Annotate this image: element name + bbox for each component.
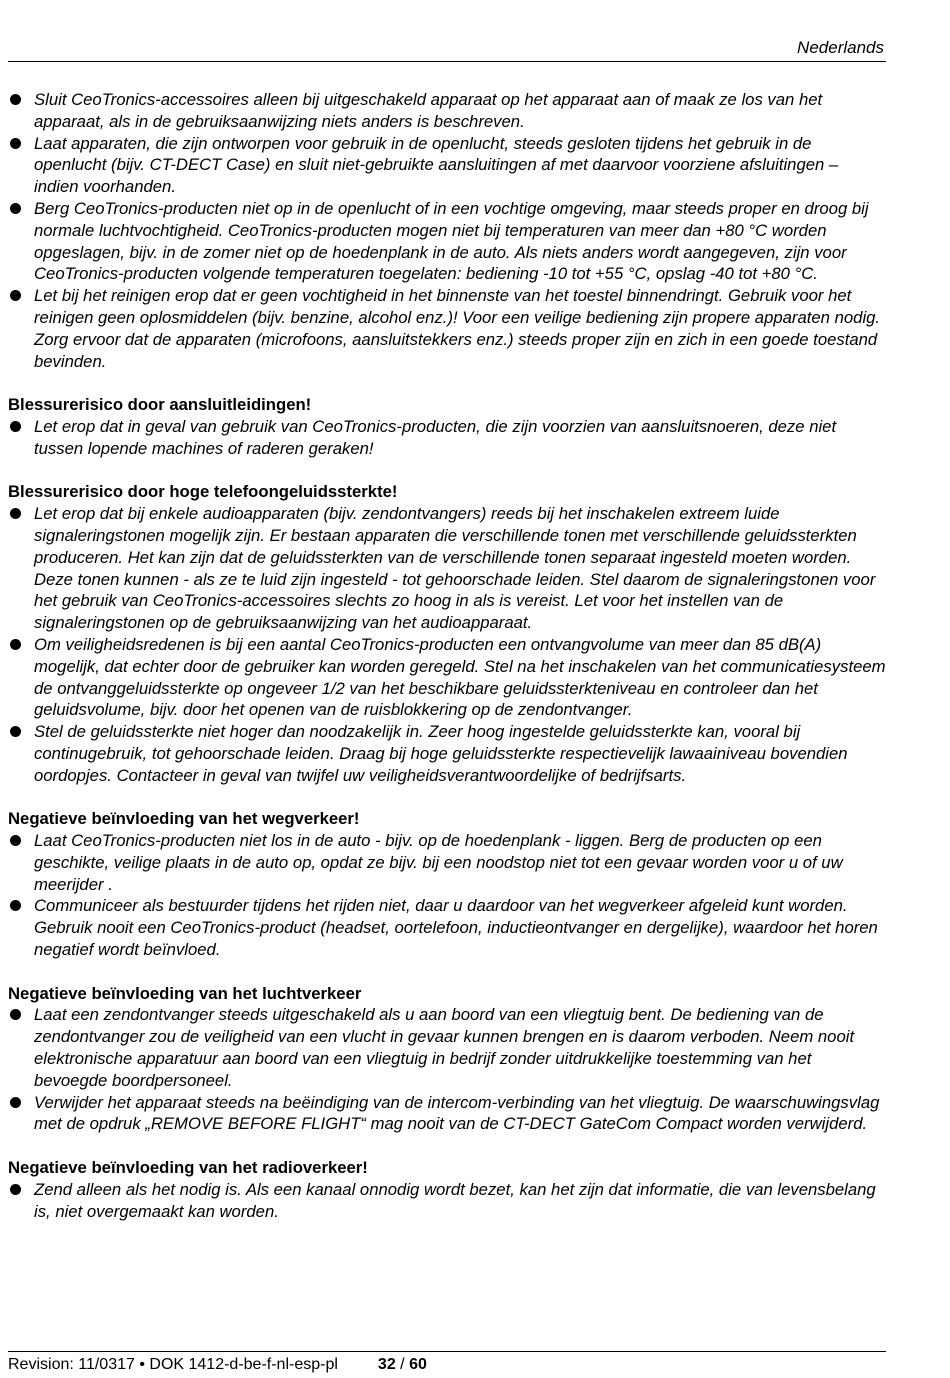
- bullet-dot-icon: [10, 290, 21, 301]
- bullet-dot-icon: [10, 138, 21, 149]
- list-item-text: Verwijder het apparaat steeds na beëindiging van de intercom-verbinding van het vliegtuig. De waarschuwingsvlag met de opdruk „REMOVE BEFORE FLIGHT“ mag nooit van de CT-DECT GateCom Compact worden verwijderd.: [34, 1092, 880, 1134]
- page-current: 32: [377, 1356, 396, 1373]
- list-item: [8, 133, 886, 198]
- list-item-text: Laat CeoTronics-producten niet los in de auto - bijv. op de hoedenplank - liggen. Berg de producten op een geschikte, veilige plaats in de auto op, opdat ze bijv. bij een noodstop niet tot een gevaar worden voor u of uw meerijder .: [34, 831, 843, 894]
- footer-revision: Revision: 11/0317 • DOK 1412-d-be-f-nl-esp-pl: [8, 1356, 338, 1373]
- page-content: [8, 89, 886, 1222]
- bullet-dot-icon: [10, 1009, 21, 1020]
- bullet-dot-icon: [10, 508, 21, 519]
- list-item-text: Communiceer als bestuurder tijdens het rijden niet, daar u daardoor van het wegverkeer afgeleid kunt worden. Gebruik nooit een CeoTronics-product (headset, oortelefoon, inductieontvanger en dergelijke), waardoor het horen negatief wordt beïnvloed.: [34, 896, 878, 960]
- list-item-text: Zend alleen als het nodig is. Als een kanaal onnodig wordt bezet, kan het zijn dat informatie, die van levensbelang is, niet overgemaakt kan worden.: [34, 1179, 876, 1221]
- header-divider: [8, 61, 886, 62]
- list-item-text: Laat een zendontvanger steeds uitgeschakeld als u aan boord van een vliegtuig bent. De bediening van de zendontvanger zou de veiligheid van een vlucht in gevaar kunnen brengen en is daarom verboden. Neem nooit elektronische apparatuur aan boord van een vliegtuig in bedrijf zonder uitdrukkelijke toestemming van het bevoegde boordpersoneel.: [34, 1005, 855, 1090]
- list-item: [8, 1092, 886, 1136]
- list-item: [8, 721, 886, 786]
- bullet-dot-icon: [10, 1097, 21, 1108]
- list-item: [8, 634, 886, 721]
- bullet-dot-icon: [10, 1184, 21, 1195]
- list-item-text: Let erop dat in geval van gebruik van CeoTronics-producten, die zijn voorzien van aansluitsnoeren, deze niet tussen lopende machines of raderen geraken!: [34, 416, 837, 458]
- bullet-dot-icon: [10, 900, 21, 911]
- list-item: [8, 198, 886, 285]
- list-item-text: Let erop dat bij enkele audioapparaten (bijv. zendontvangers) reeds bij het inschakelen extreem luide signaleringstonen mogelijk zijn. Er bestaan apparaten die verschillende tonen met verschillende geluidssterkten produceren. Het kan zijn dat de geluidssterkten van de verschillende tonen separaat ingesteld moeten worden. Deze tonen kunnen - als ze te luid zijn ingesteld - tot gehoorschade leiden. Stel daarom de signaleringstonen voor het gebruik van CeoTronics-accessoires slechts zo hoog in als is vereist. Let voor het instellen van de signaleringstonen op de gebruiksaanwijzing van het audioapparaat.: [34, 504, 876, 633]
- page-number: [378, 1356, 427, 1373]
- list-item: [8, 89, 886, 133]
- footer: [8, 1356, 886, 1374]
- list-item-text: Om veiligheidsredenen is bij een aantal CeoTronics-producten een ontvangvolume van meer dan 85 dB(A) mogelijk, dat echter door de gebruiker kan worden geregeld. Stel na het inschakelen van het communicatiesysteem de ontvanggeluidssterkte op ongeveer 1/2 van het beschikbare geluidssterkteniveau en controleer dan het geluidsvolume, bijv. door het openen van de ruisblokkering op de zendontvanger.: [34, 634, 886, 720]
- bullet-dot-icon: [10, 726, 21, 737]
- list-item: [8, 416, 886, 460]
- list-item: [8, 1179, 886, 1223]
- section-heading: Negatieve beïnvloeding van het radioverkeer!: [8, 1158, 368, 1178]
- list-item-text: Sluit CeoTronics-accessoires alleen bij uitgeschakeld apparaat op het apparaat aan of maak ze los van het apparaat, als in de gebruiksaanwijzing niets anders is beschreven.: [34, 90, 823, 131]
- list-item-text: Laat apparaten, die zijn ontworpen voor gebruik in de openlucht, steeds gesloten tijdens het gebruik in de openlucht (bijv. CT-DECT Case) en sluit niet-gebruikte aansluitingen af met daarvoor voorziene afsluitingen – indien voorhanden.: [34, 133, 839, 197]
- footer-divider: [8, 1351, 886, 1352]
- bullet-dot-icon: [10, 421, 21, 432]
- section-heading: Blessurerisico door hoge telefoongeluidssterkte!: [8, 482, 398, 502]
- list-item: [8, 895, 886, 960]
- bullet-dot-icon: [10, 835, 21, 846]
- page-separator: /: [395, 1356, 410, 1373]
- list-item: [8, 1004, 886, 1091]
- list-item: [8, 503, 886, 634]
- list-item-text: Stel de geluidssterkte niet hoger dan noodzakelijk in. Zeer hoog ingestelde geluidssterkte kan, vooral bij continugebruik, tot gehoorschade leiden. Draag bij hoge geluidssterkte respectievelijk lawaainiveau bovendien oordopjes. Contacteer in geval van twijfel uw veiligheidsverantwoordelijke of bedrijfsarts.: [34, 722, 848, 785]
- list-item: [8, 285, 886, 372]
- bullet-dot-icon: [10, 639, 21, 650]
- section-heading: Negatieve beïnvloeding van het luchtverkeer: [8, 983, 362, 1003]
- list-item: [8, 830, 886, 895]
- section-heading: Negatieve beïnvloeding van het wegverkeer!: [8, 809, 360, 829]
- list-item-text: Let bij het reinigen erop dat er geen vochtigheid in het binnenste van het toestel binnendringt. Gebruik voor het reinigen geen oplosmiddelen (bijv. benzine, alcohol enz.)! Voor een veilige bediening zijn propere apparaten nodig. Zorg ervoor dat de apparaten (microfoons, aansluitstekkers enz.) steeds proper zijn en zich in een goede toestand bevinden.: [34, 286, 881, 371]
- section-heading: Blessurerisico door aansluitleidingen!: [8, 395, 312, 415]
- bullet-dot-icon: [10, 203, 21, 214]
- header-language: Nederlands: [797, 38, 884, 57]
- bullet-dot-icon: [10, 94, 21, 105]
- page-total: 60: [409, 1356, 427, 1373]
- list-item-text: Berg CeoTronics-producten niet op in de openlucht of in een vochtige omgeving, maar steeds proper en droog bij normale luchtvochtigheid. CeoTronics-producten mogen niet bij temperaturen van meer dan +80 °C worden opgeslagen, bijv. in de zomer niet op de hoedenplank in de auto. Als niets anders wordt aangegeven, zijn voor CeoTronics-producten volgende temperaturen toegelaten: bediening -10 tot +55 °C, opslag -40 tot +80 °C.: [34, 198, 869, 284]
